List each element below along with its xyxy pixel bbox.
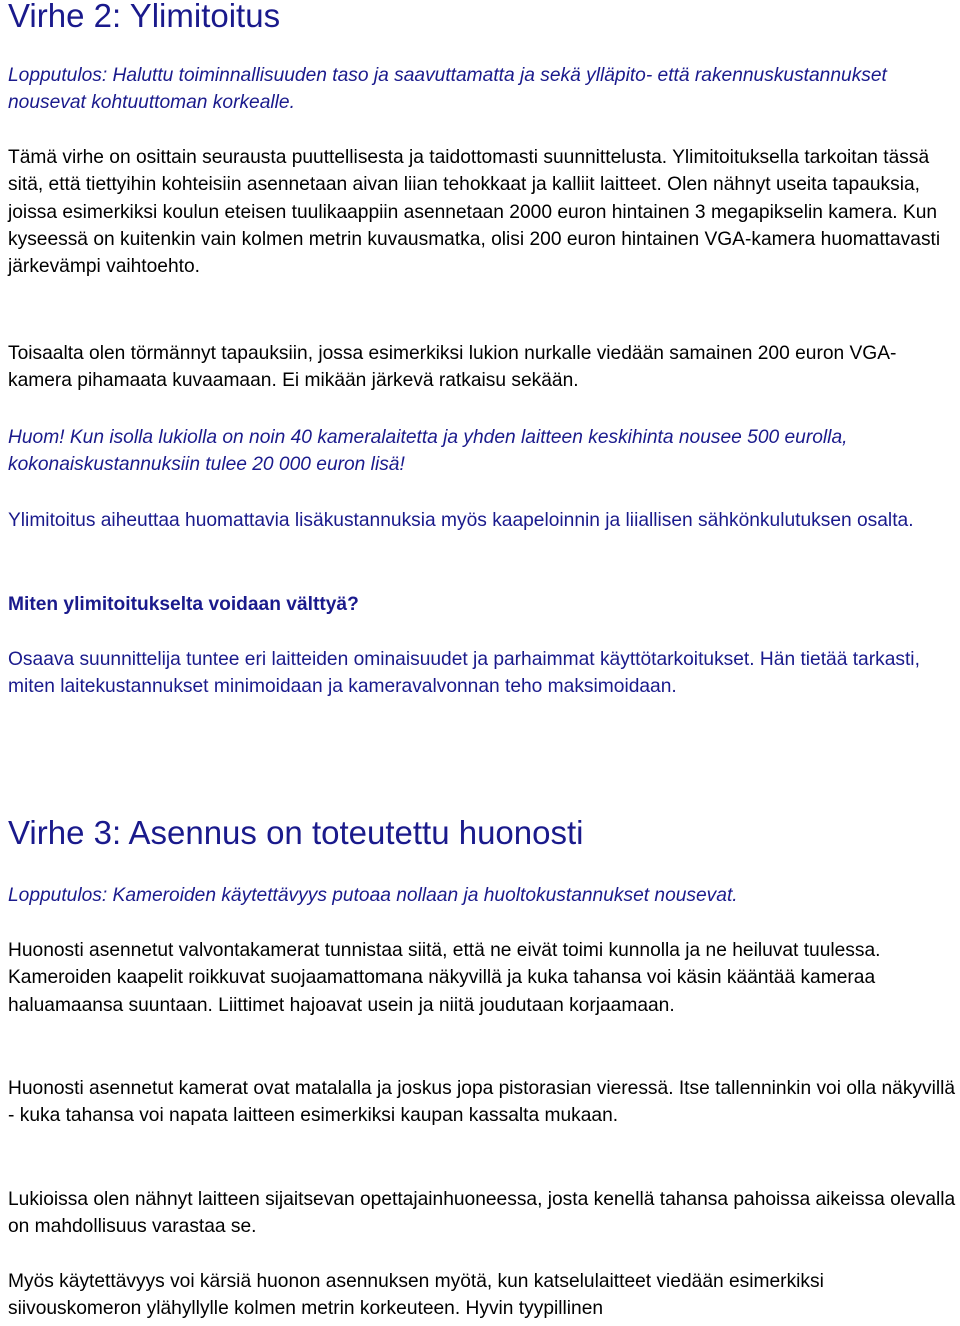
section-3-paragraph-2: Huonosti asennetut kamerat ovat matalalla ja joskus jopa pistorasian vieressä. Itse tallenninkin voi olla näkyvillä - kuka tahansa voi napata laitteen esimerkiksi kaupan kassalta mukaan. <box>8 1078 956 1127</box>
section-2-title: Virhe 2: Ylimitoitus <box>8 0 281 34</box>
section-2-note: Huom! Kun isolla lukiolla on noin 40 kameralaitetta ja yhden laitteen keskihinta nousee 500 eurolla, kokonaiskustannuksiin tulee 20 000 euron lisä! <box>8 427 848 476</box>
section-3-paragraph-3: Lukioissa olen nähnyt laitteen sijaitsevan opettajainhuoneessa, josta kenellä tahansa pahoissa aikeissa olevalla on mahdollisuus varastaa se. <box>8 1189 956 1238</box>
section-2-paragraph-3: Ylimitoitus aiheuttaa huomattavia lisäkustannuksia myös kaapeloinnin ja liiallisen sähkönkulutuksen osalta. <box>8 510 914 531</box>
section-2-paragraph-4: Osaava suunnittelija tuntee eri laitteiden ominaisuudet ja parhaimmat käyttötarkoitukset. Hän tietää tarkasti, miten laitekustannukset minimoidaan ja kameravalvonnan teho maksimoidaan. <box>8 649 920 698</box>
section-3-outcome: Lopputulos: Kameroiden käytettävyys putoaa nollaan ja huoltokustannukset nousevat. <box>8 885 738 906</box>
section-3-title: Virhe 3: Asennus on toteutettu huonosti <box>8 814 584 851</box>
section-2-outcome: Lopputulos: Haluttu toiminnallisuuden taso ja saavuttamatta ja sekä ylläpito- että rakennuskustannukset nousevat kohtuuttoman korkealle. <box>8 65 887 114</box>
section-2-question: Miten ylimitoitukselta voidaan välttyä? <box>8 594 359 615</box>
section-2-paragraph-2: Toisaalta olen törmännyt tapauksiin, jossa esimerkiksi lukion nurkalle viedään samainen 200 euron VGA-kamera pihamaata kuvaamaan. Ei mikään järkevä ratkaisu sekään. <box>8 343 897 392</box>
section-3-paragraph-4: Myös käytettävyys voi kärsiä huonon asennuksen myötä, kun katselulaitteet viedään esimerkiksi siivouskomeron ylähyllylle kolmen metrin korkeuteen. Hyvin tyypillinen <box>8 1271 824 1320</box>
section-3-paragraph-1: Huonosti asennetut valvontakamerat tunnistaa siitä, että ne eivät toimi kunnolla ja ne heiluvat tuulessa. Kameroiden kaapelit roikkuvat suojaamattomana näkyvillä ja kuka tahansa voi käsin kääntää kameraa haluamaansa suuntaan. Liittimet hajoavat usein ja niitä joudutaan korjaamaan. <box>8 940 881 1016</box>
section-2-paragraph-1: Tämä virhe on osittain seurausta puuttellisesta ja taidottomasti suunnittelusta. Ylimitoituksella tarkoitan tässä sitä, että tiettyihin kohteisiin asennetaan aivan liian tehokkaat ja kalliit laitteet. Olen nähnyt useita tapauksia, joissa esimerkiksi koulun eteisen tuulikaappiin asennetaan 2000 euron hintainen 3 megapikselin kamera. Kun kyseessä on kuitenkin vain kolmen metrin kuvausmatka, olisi 200 euron hintainen VGA-kamera huomattavasti järkevämpi vaihtoehto. <box>8 147 941 278</box>
